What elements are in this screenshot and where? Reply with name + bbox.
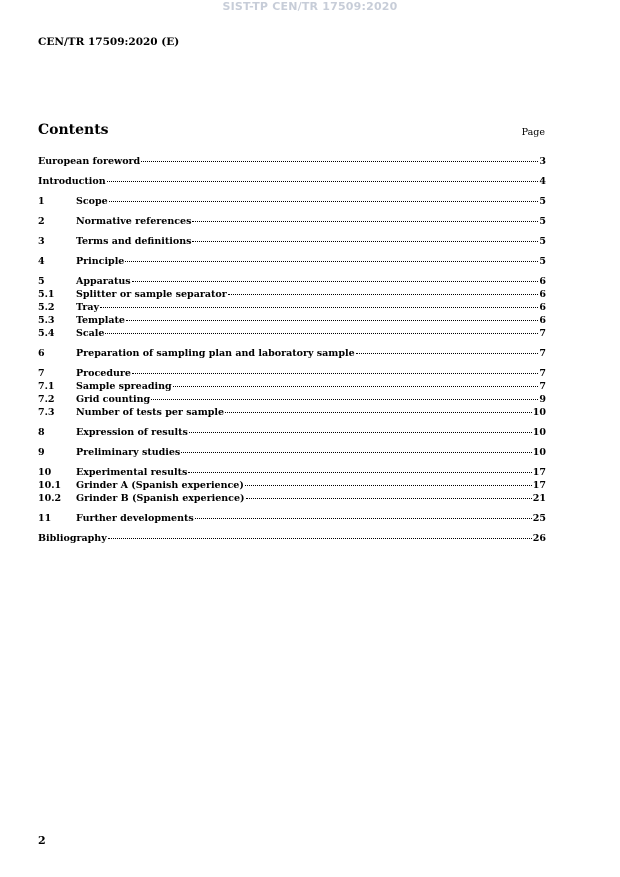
toc-entry-page: 21 [532, 493, 546, 504]
toc-entry[interactable] [38, 327, 546, 340]
toc-entry[interactable] [38, 532, 546, 545]
toc-entry-title: Terms and definitions [76, 236, 192, 247]
toc-entry-title: Experimental results [76, 467, 188, 478]
toc-entry[interactable] [38, 235, 546, 248]
toc-entry-number: 7.1 [38, 381, 55, 392]
toc-leader-dots [192, 220, 538, 222]
toc-entry[interactable] [38, 288, 546, 301]
toc-leader-dots [151, 398, 538, 400]
watermark: SIST-TP CEN/TR 17509:2020 [222, 0, 398, 13]
toc-entry-title: Grid counting [76, 394, 151, 405]
toc-entry[interactable] [38, 406, 546, 419]
toc-entry-page: 25 [532, 513, 546, 524]
toc-entry[interactable] [38, 175, 546, 188]
toc-entry-number: 8 [38, 427, 45, 438]
toc-entry-title: Introduction [38, 176, 106, 187]
toc-entry-title: Number of tests per sample [76, 407, 225, 418]
document-id: CEN/TR 17509:2020 (E) [38, 36, 180, 48]
toc-entry-number: 5.4 [38, 328, 55, 339]
toc-entry-number: 7.3 [38, 407, 55, 418]
toc-entry[interactable] [38, 380, 546, 393]
toc-leader-dots [228, 293, 539, 295]
page-number: 2 [38, 834, 46, 847]
toc-entry-number: 1 [38, 196, 45, 207]
toc-entry-number: 6 [38, 348, 45, 359]
toc-entry[interactable] [38, 479, 546, 492]
toc-entry-title: Bibliography [38, 533, 107, 544]
toc-entry-number: 2 [38, 216, 45, 227]
toc-leader-dots [109, 200, 539, 202]
toc-entry-page: 6 [539, 276, 546, 287]
toc-leader-dots [173, 385, 539, 387]
toc-leader-dots [132, 372, 538, 374]
toc-entry-number: 5 [38, 276, 45, 287]
toc-entry-page: 26 [532, 533, 546, 544]
toc-entry-title: Procedure [76, 368, 131, 379]
toc-entry[interactable] [38, 492, 546, 505]
toc-entry-page: 9 [539, 394, 546, 405]
toc-entry[interactable] [38, 314, 546, 327]
toc-entry-number: 9 [38, 447, 45, 458]
toc-entry-page: 17 [532, 480, 546, 491]
toc-entry[interactable] [38, 155, 546, 168]
toc-entry-page: 17 [532, 467, 546, 478]
toc-leader-dots [246, 497, 532, 499]
toc-entry-page: 7 [539, 368, 546, 379]
toc-entry-page: 7 [539, 348, 546, 359]
toc-entry-number: 11 [38, 513, 52, 524]
toc-entry-title: Tray [76, 302, 100, 313]
toc-leader-dots [181, 451, 532, 453]
toc-entry-number: 7 [38, 368, 45, 379]
toc-entry-number: 5.1 [38, 289, 55, 300]
toc-entry-page: 5 [539, 216, 546, 227]
toc-entry-title: Expression of results [76, 427, 188, 438]
toc-entry-page: 6 [539, 289, 546, 300]
toc-entry-title: Scale [76, 328, 105, 339]
toc-entry-title: Principle [76, 256, 125, 267]
contents-title: Contents [38, 122, 109, 138]
toc-leader-dots [125, 260, 538, 262]
toc-entry-page: 5 [539, 236, 546, 247]
toc-entry[interactable] [38, 393, 546, 406]
toc-entry-page: 6 [539, 315, 546, 326]
toc-entry-page: 6 [539, 302, 546, 313]
toc-entry[interactable] [38, 275, 546, 288]
toc-leader-dots [195, 517, 532, 519]
toc-entry-title: Grinder A (Spanish experience) [76, 480, 244, 491]
toc-entry[interactable] [38, 347, 546, 360]
toc-entry-title: Further developments [76, 513, 194, 524]
toc-entry-title: Preparation of sampling plan and laboratory sample [76, 348, 355, 359]
toc-leader-dots [225, 411, 532, 413]
toc-entry-number: 10.2 [38, 493, 62, 504]
toc-entry-page: 5 [539, 256, 546, 267]
toc-entry[interactable] [38, 512, 546, 525]
toc-entry-title: Apparatus [76, 276, 131, 287]
toc-leader-dots [126, 319, 538, 321]
toc-entry-page: 10 [532, 427, 546, 438]
toc-entry-page: 7 [539, 328, 546, 339]
toc-entry-page: 3 [539, 156, 546, 167]
toc-leader-dots [105, 332, 538, 334]
toc-leader-dots [100, 306, 538, 308]
toc-entry-title: Normative references [76, 216, 192, 227]
toc-entry-number: 5.2 [38, 302, 55, 313]
toc-entry[interactable] [38, 255, 546, 268]
toc-entry[interactable] [38, 367, 546, 380]
toc-entry-page: 4 [539, 176, 546, 187]
toc-entry-page: 5 [539, 196, 546, 207]
toc-entry-number: 10.1 [38, 480, 62, 491]
toc-entry-number: 7.2 [38, 394, 55, 405]
toc-entry-number: 3 [38, 236, 45, 247]
toc-leader-dots [356, 352, 539, 354]
toc-entry-number: 10 [38, 467, 52, 478]
toc-entry[interactable] [38, 426, 546, 439]
toc-leader-dots [189, 431, 532, 433]
toc-leader-dots [132, 280, 539, 282]
toc-entry[interactable] [38, 446, 546, 459]
toc-leader-dots [245, 484, 532, 486]
toc-entry-title: Grinder B (Spanish experience) [76, 493, 245, 504]
toc-entry[interactable] [38, 195, 546, 208]
toc-entry-title: Template [76, 315, 125, 326]
toc-entry-page: 10 [532, 447, 546, 458]
toc-entry[interactable] [38, 215, 546, 228]
toc-entry-title: Scope [76, 196, 108, 207]
toc-entry-number: 4 [38, 256, 45, 267]
toc-leader-dots [141, 160, 538, 162]
toc-entry-page: 10 [532, 407, 546, 418]
toc-entry[interactable] [38, 301, 546, 314]
page-column-label: Page [521, 127, 545, 138]
toc-leader-dots [192, 240, 538, 242]
toc-entry-page: 7 [539, 381, 546, 392]
toc-entry-title: European foreword [38, 156, 141, 167]
toc-leader-dots [107, 180, 539, 182]
table-of-contents [38, 155, 546, 545]
toc-leader-dots [108, 537, 532, 539]
toc-entry[interactable] [38, 466, 546, 479]
toc-entry-title: Preliminary studies [76, 447, 181, 458]
toc-leader-dots [188, 471, 531, 473]
toc-entry-title: Splitter or sample separator [76, 289, 227, 300]
toc-entry-number: 5.3 [38, 315, 55, 326]
toc-entry-title: Sample spreading [76, 381, 172, 392]
